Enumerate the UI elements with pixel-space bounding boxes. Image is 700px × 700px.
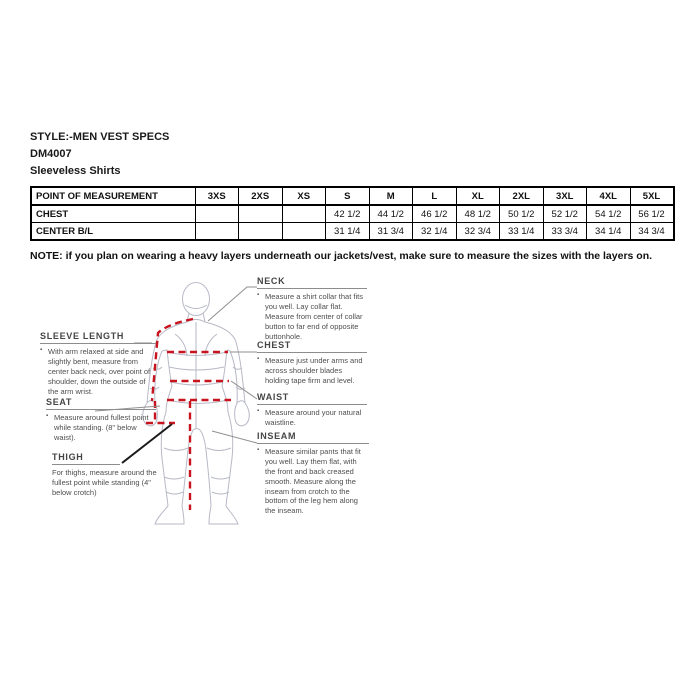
note-text: NOTE: if you plan on wearing a heavy layers underneath our jackets/vest, make sure to measure the sizes with the layers on. (30, 250, 653, 262)
guide-inseam (257, 431, 369, 516)
cell (239, 205, 283, 223)
guide-text: ▪ Measure around your natural waistline. (257, 408, 367, 428)
cell: 50 1/2 (500, 205, 544, 223)
guide-neck (257, 276, 367, 341)
col-header: XS (282, 187, 326, 205)
col-header: 5XL (630, 187, 674, 205)
guide-text: ▪ With arm relaxed at side and slightly bent, measure from center back neck, over point of shoulder, down the outside of the arm wrist. (40, 347, 156, 396)
guide-text: ▪ Measure similar pants that fit you well. Lay them flat, with the front and back creased smooth. Measure along the inseam from crotch to the bottom of the leg hem along the inseam. (257, 447, 369, 516)
cell: 54 1/2 (587, 205, 631, 223)
sleeve-length-line (152, 319, 193, 401)
neck-callout (208, 287, 257, 321)
col-header: 2XS (239, 187, 283, 205)
cell: 52 1/2 (543, 205, 587, 223)
guide-heading: CHEST (257, 340, 367, 353)
guide-text: ▪ Measure a shirt collar that fits you well. Lay collar flat. Measure from center of collar button to far end of opposite buttonhole. (257, 292, 367, 341)
col-header: S (326, 187, 370, 205)
table-header-row (31, 187, 674, 205)
cell: 46 1/2 (413, 205, 457, 223)
size-chart-table (30, 186, 675, 241)
guide-heading: NECK (257, 276, 367, 289)
col-header: POINT OF MEASUREMENT (31, 187, 195, 205)
guide-heading: SLEEVE LENGTH (40, 331, 156, 344)
waist-callout (231, 381, 257, 399)
cell (195, 223, 239, 241)
cell: 42 1/2 (326, 205, 370, 223)
guide-chest (257, 340, 367, 386)
guide-heading: SEAT (46, 397, 156, 410)
cell (282, 223, 326, 241)
guide-text: ▪ Measure just under arms and across shoulder blades holding tape firm and level. (257, 356, 367, 386)
style-title: STYLE:-MEN VEST SPECS (30, 131, 170, 143)
cell (195, 205, 239, 223)
cell (239, 223, 283, 241)
col-header: 3XL (543, 187, 587, 205)
guide-sleeve-length (40, 331, 156, 396)
model-code: DM4007 (30, 148, 72, 160)
inseam-callout (212, 431, 257, 443)
cell: 34 3/4 (630, 223, 674, 241)
cell: 33 1/4 (500, 223, 544, 241)
row-label: CENTER B/L (31, 223, 195, 241)
cell: 48 1/2 (456, 205, 500, 223)
cell: 34 1/4 (587, 223, 631, 241)
col-header: 3XS (195, 187, 239, 205)
guide-seat (46, 397, 156, 443)
cell: 32 1/4 (413, 223, 457, 241)
cell: 44 1/2 (369, 205, 413, 223)
table-row (31, 223, 674, 241)
cell: 31 1/4 (326, 223, 370, 241)
guide-text: ▪ Measure around fullest point while standing. (8" below waist). (46, 413, 156, 443)
col-header: M (369, 187, 413, 205)
guide-heading: INSEAM (257, 431, 369, 444)
guide-heading: WAIST (257, 392, 367, 405)
guide-heading: THIGH (52, 452, 120, 465)
cell: 32 3/4 (456, 223, 500, 241)
col-header: XL (456, 187, 500, 205)
cell: 31 3/4 (369, 223, 413, 241)
guide-thigh (52, 452, 170, 498)
col-header: 4XL (587, 187, 631, 205)
row-label: CHEST (31, 205, 195, 223)
cell: 56 1/2 (630, 205, 674, 223)
cell: 33 3/4 (543, 223, 587, 241)
document-header (30, 129, 169, 180)
table-row (31, 205, 674, 223)
col-header: 2XL (500, 187, 544, 205)
cell (282, 205, 326, 223)
col-header: L (413, 187, 457, 205)
guide-text: For thighs, measure around the fullest point while standing (4" below crotch) (52, 468, 157, 497)
guide-waist (257, 392, 367, 428)
subtitle: Sleeveless Shirts (30, 165, 121, 177)
